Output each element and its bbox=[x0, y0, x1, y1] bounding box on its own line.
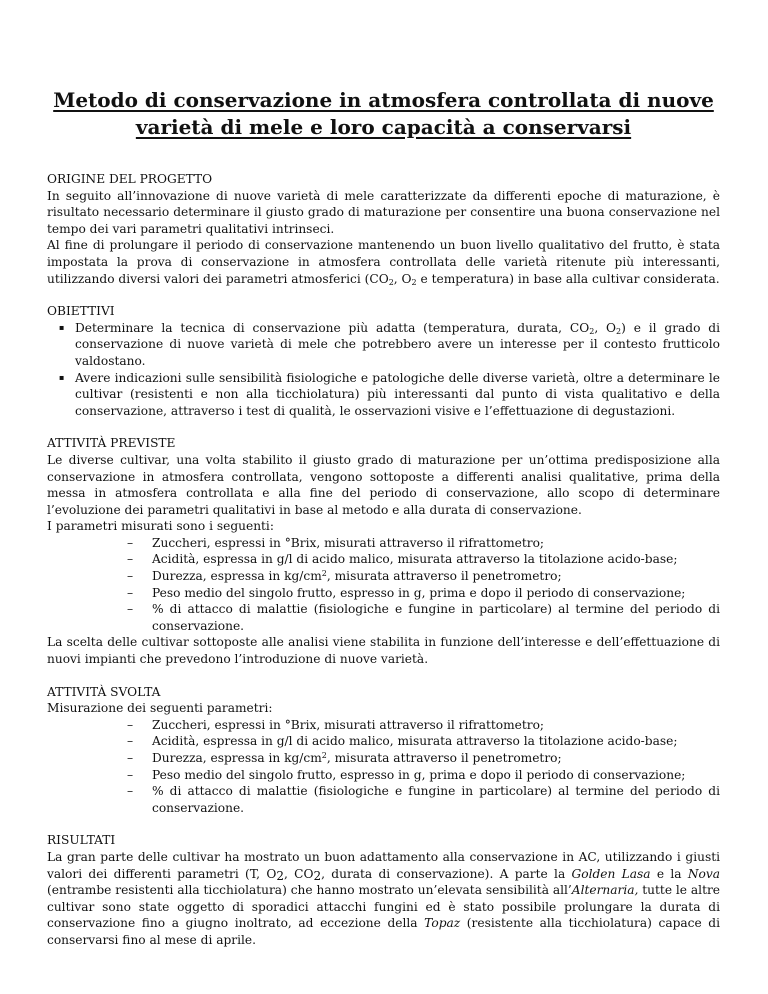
list-item: – Zuccheri, espressi in °Brix, misurati attraverso il rifrattometro; bbox=[127, 717, 545, 732]
paragraph: La scelta delle cultivar sottoposte alle analisi viene stabilita in funzione dell’interesse e dell’effettuazione di nuovi impianti che prevedono l’introduzione di nuove varietà. bbox=[47, 635, 720, 667]
dash-icon: – bbox=[127, 569, 134, 584]
bullet-square-icon: ▪ bbox=[59, 322, 65, 332]
paragraph: Al fine di prolungare il periodo di conservazione mantenendo un buon livello qualitativo del frutto, è stata impostata la prova di conservazione in atmosfera controllata delle varietà ritenute più interessanti, utilizzando diversi valori dei parametri atmosferici ($CO_2$, $O_2$ e temperatura) in base alla cultivar considerata. bbox=[47, 238, 720, 287]
paragraph: I parametri misurati sono i seguenti: bbox=[47, 519, 274, 534]
dash-icon: – bbox=[127, 585, 134, 600]
objectives-list bbox=[47, 320, 720, 420]
section-heading: OBIETTIVI bbox=[47, 304, 115, 319]
dash-icon: – bbox=[127, 751, 134, 765]
cultivar-name: Topaz bbox=[424, 916, 461, 931]
cultivar-name: Golden Lasa bbox=[571, 866, 651, 881]
section-attivita-previste bbox=[47, 435, 720, 667]
list-item: – % di attacco di malattie (fisiologiche e fungine in particolare) al termine del periodo di conservazione. bbox=[127, 784, 720, 815]
dash-icon: – bbox=[127, 784, 134, 799]
section-heading: ORIGINE DEL PROGETTO bbox=[47, 172, 213, 186]
list-item: – Durezza, espressa in $kg/cm^2$, misurata attraverso il penetrometro; bbox=[127, 569, 562, 584]
dash-icon: – bbox=[127, 535, 134, 550]
pathogen-name: Alternaria, bbox=[571, 883, 639, 898]
dash-icon: – bbox=[127, 602, 134, 617]
list-item: – Peso medio del singolo frutto, espresso in g, prima e dopo il periodo di conservazione; bbox=[127, 585, 686, 600]
parameters-list bbox=[47, 535, 720, 635]
list-item: ▪ Determinare la tecnica di conservazione più adatta (temperatura, durata, $CO_2$, $O_2$) e il grado di conservazione di nuove varietà di mele che potrebbero avere un interesse per il contesto frutticolo valdostano. bbox=[59, 320, 720, 368]
list-item: ▪ Avere indicazioni sulle sensibilità fisiologiche e patologiche delle diverse varietà, oltre a determinare le cultivar (resistenti e non alla ticchiolatura) più interessanti dal punto di vista qualitativo e della conservazione, attraverso i test di qualità, le osservazioni visive e l’effettuazione di degustazioni. bbox=[59, 370, 720, 418]
paragraph: In seguito all’innovazione di nuove varietà di mele caratterizzate da differenti epoche di maturazione, è risultato necessario determinare il giusto grado di maturazione per consentire una buona conservazione nel tempo dei vari parametri qualitativi intrinseci. bbox=[47, 188, 720, 236]
title-line-2: varietà di mele e loro capacità a conservarsi bbox=[135, 115, 632, 139]
dash-icon: – bbox=[127, 767, 134, 782]
section-heading: ATTIVITÀ PREVISTE bbox=[47, 436, 176, 451]
list-item: – % di attacco di malattie (fisiologiche e fungine in particolare) al termine del periodo di conservazione. bbox=[127, 602, 720, 633]
document-title bbox=[47, 0, 720, 141]
section-heading: RISULTATI bbox=[47, 833, 116, 848]
list-item: – Durezza, espressa in $kg/cm^2$, misurata attraverso il penetrometro; bbox=[127, 751, 562, 765]
paragraph: Misurazione dei seguenti parametri: bbox=[47, 701, 273, 716]
dash-icon: – bbox=[127, 552, 134, 567]
list-item: – Acidità, espressa in g/l di acido malico, misurata attraverso la titolazione acido-base; bbox=[127, 734, 678, 749]
cultivar-name: Nova bbox=[687, 866, 721, 881]
bullet-square-icon: ▪ bbox=[59, 372, 65, 382]
dash-icon: – bbox=[127, 717, 134, 732]
title-line-1: Metodo di conservazione in atmosfera controllata di nuove bbox=[53, 88, 714, 112]
list-item: – Acidità, espressa in g/l di acido malico, misurata attraverso la titolazione acido-base; bbox=[127, 552, 678, 567]
dash-icon: – bbox=[127, 734, 134, 749]
paragraph: La gran parte delle cultivar ha mostrato un buon adattamento alla conservazione in AC, utilizzando i giusti valori dei differenti parametri (T, $O_2$, $CO_2$, durata di conservazione). A parte la Golden Lasa e la Nova (entrambe resistenti alla ticchiolatura) che hanno mostrato un’elevata sensibilità all’Alternaria, tutte le altre cultivar sono state oggetto di sporadici attacchi fungini ed è stato possibile prolungare la durata di conservazione fino a giugno inoltrato, ad eccezione della Topaz (resistente alla ticchiolatura) capace di conservarsi fino al mese di aprile. bbox=[47, 849, 721, 947]
section-heading: ATTIVITÀ SVOLTA bbox=[47, 684, 161, 699]
parameters-list bbox=[47, 717, 720, 817]
section-obiettivi bbox=[47, 303, 720, 419]
list-item: – Peso medio del singolo frutto, espresso in g, prima e dopo il periodo di conservazione; bbox=[127, 767, 686, 782]
paragraph: Le diverse cultivar, una volta stabilito il giusto grado di maturazione per un’ottima predisposizione alla conservazione in atmosfera controllata, vengono sottoposte a differenti analisi qualitative, prima della messa in atmosfera controllata e alla fine del periodo di conservazione, allo scopo di determinare l’evoluzione dei parametri qualitativi in base al metodo e alla durata di conservazione. bbox=[47, 452, 720, 517]
section-risultati bbox=[47, 832, 720, 948]
section-attivita-svolta bbox=[47, 684, 720, 817]
section-origine bbox=[47, 171, 720, 287]
list-item: – Zuccheri, espressi in °Brix, misurati attraverso il rifrattometro; bbox=[127, 535, 545, 550]
